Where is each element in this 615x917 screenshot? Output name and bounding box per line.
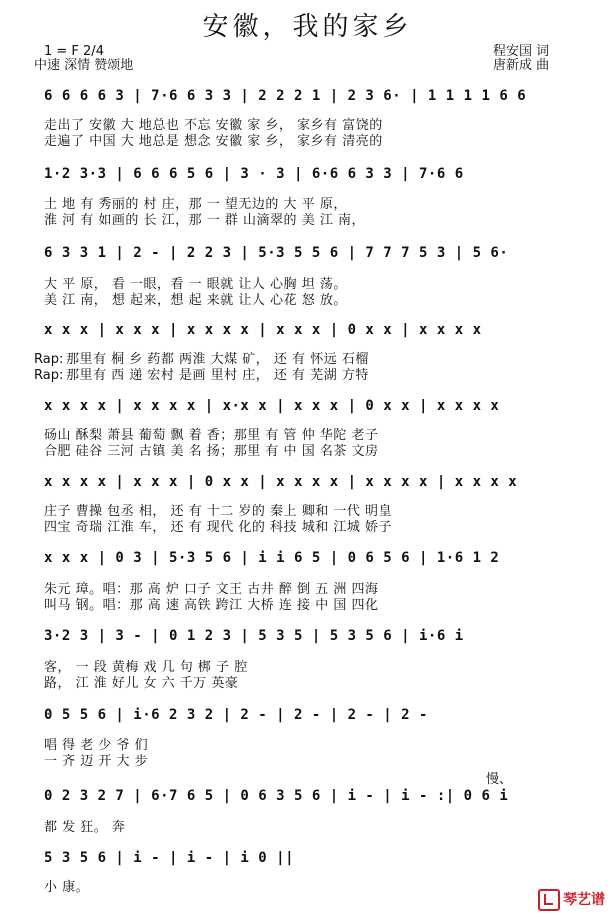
tempo-marking: 中速 深情 赞颂地 <box>34 58 134 73</box>
song-title: 安徽，我的家乡 <box>202 12 413 42</box>
lyric-2-verse-2: 淮 河 有 如画的 长 江，那 一 群 山滴翠的 美 江 南， <box>44 213 365 228</box>
lyric-6-verse-2: 四宝 奇瑞 江淮 车， 还 有 现代 化的 科技 城和 江城 娇子 <box>44 520 392 535</box>
lyric-3-verse-1: 大 平 原， 看 一眼，看 一 眼就 让人 心胸 坦 荡。 <box>44 277 347 292</box>
lyric-2-verse-1: 土 地 有 秀丽的 村 庄，那 一 望无边的 大 平 原， <box>44 197 347 212</box>
lyric-11: 小 康。 <box>44 880 90 895</box>
watermark-icon <box>538 889 560 911</box>
notation-line-6: x x x x | x x x | 0 x x | x x x x | x x x x | x x x x <box>44 474 518 490</box>
lyric-6-verse-1: 庄子 曹操 包丞 相， 还 有 十二 岁的 秦上 卿和 一代 明皇 <box>44 504 392 519</box>
lyric-1-verse-1: 走出了 安徽 大 地总也 不忘 安徽 家 乡， 家乡有 富饶的 <box>44 118 383 133</box>
lyric-9-verse-1: 唱 得 老 少 爷 们 <box>44 738 149 753</box>
site-watermark <box>538 889 605 911</box>
lyric-3-verse-2: 美 江 南， 想 起来，想 起 来就 让人 心花 怒 放。 <box>44 293 347 308</box>
rap-label-2: Rap: <box>34 368 64 383</box>
notation-line-7: x x x | 0 3 | 5·3 5 6 | i i 6 5 | 0 6 5 6 | 1·6 1 2 <box>44 550 500 566</box>
notation-line-11: 5 3 5 6 | i - | i - | i 0 || <box>44 850 295 866</box>
lyric-5-verse-2: 合肥 硅谷 三河 古镇 美 名 扬；那里 有 中 国 名茶 文房 <box>44 444 379 459</box>
notation-line-10: 0 2 3 2 7 | 6·7 6 5 | 0 6 3 5 6 | i - | i - :| 0 6 i <box>44 788 509 804</box>
watermark-text: 琴艺谱 <box>563 892 605 908</box>
notation-line-3: 6 3 3 1 | 2 - | 2 2 3 | 5·3 5 5 6 | 7 7 7 5 3 | 5 6· <box>44 245 509 261</box>
lyric-4-verse-2: 那里有 西 递 宏村 是画 里村 庄， 还 有 芜湖 方特 <box>66 368 369 383</box>
lyric-9-verse-2: 一 齐 迈 开 大 步 <box>44 754 149 769</box>
lyric-4-verse-1: 那里有 桐 乡 药都 两淮 大煤 矿， 还 有 怀远 石榴 <box>66 352 369 367</box>
lyric-8-verse-1: 客， 一 段 黄梅 戏 几 句 梆 子 腔 <box>44 660 248 675</box>
tempo-change-mark: 慢、 <box>486 772 513 787</box>
lyric-10: 都 发 狂。 奔 <box>44 820 126 835</box>
rap-label-1: Rap: <box>34 352 64 367</box>
lyric-7-verse-1: 朱元 璋。唱：那 高 炉 口子 文王 古井 醉 倒 五 洲 四海 <box>44 582 379 597</box>
lyric-1-verse-2: 走遍了 中国 大 地总是 想念 安徽 家 乡， 家乡有 清亮的 <box>44 134 383 149</box>
notation-line-4: x x x | x x x | x x x x | x x x | 0 x x | x x x x <box>44 322 482 338</box>
lyric-8-verse-2: 路， 江 淮 好儿 女 六 千万 英豪 <box>44 676 239 691</box>
notation-line-5: x x x x | x x x x | x·x x | x x x | 0 x x | x x x x <box>44 398 500 414</box>
composer-credit: 唐新成 曲 <box>493 58 550 73</box>
lyricist-credit: 程安国 词 <box>493 44 550 59</box>
notation-line-1: 6 6 6 6 3 | 7·6 6 3 3 | 2 2 2 1 | 2 3 6· | 1 1 1 1 6 6 <box>44 88 527 104</box>
notation-line-8: 3·2 3 | 3 - | 0 1 2 3 | 5 3 5 | 5 3 5 6 | i·6 i <box>44 628 464 644</box>
key-signature: 1 = F 2/4 <box>44 44 104 59</box>
lyric-5-verse-1: 砀山 酥梨 萧县 葡萄 飘 着 香；那里 有 管 仲 华陀 老子 <box>44 428 379 443</box>
notation-line-2: 1·2 3·3 | 6 6 6 5 6 | 3 · 3 | 6·6 6 3 3 | 7·6 6 <box>44 166 464 182</box>
lyric-7-verse-2: 叫马 钢。唱：那 高 速 高铁 跨江 大桥 连 接 中 国 四化 <box>44 598 379 613</box>
notation-line-9: 0 5 5 6 | i·6 2 3 2 | 2 - | 2 - | 2 - | 2 - <box>44 707 428 723</box>
